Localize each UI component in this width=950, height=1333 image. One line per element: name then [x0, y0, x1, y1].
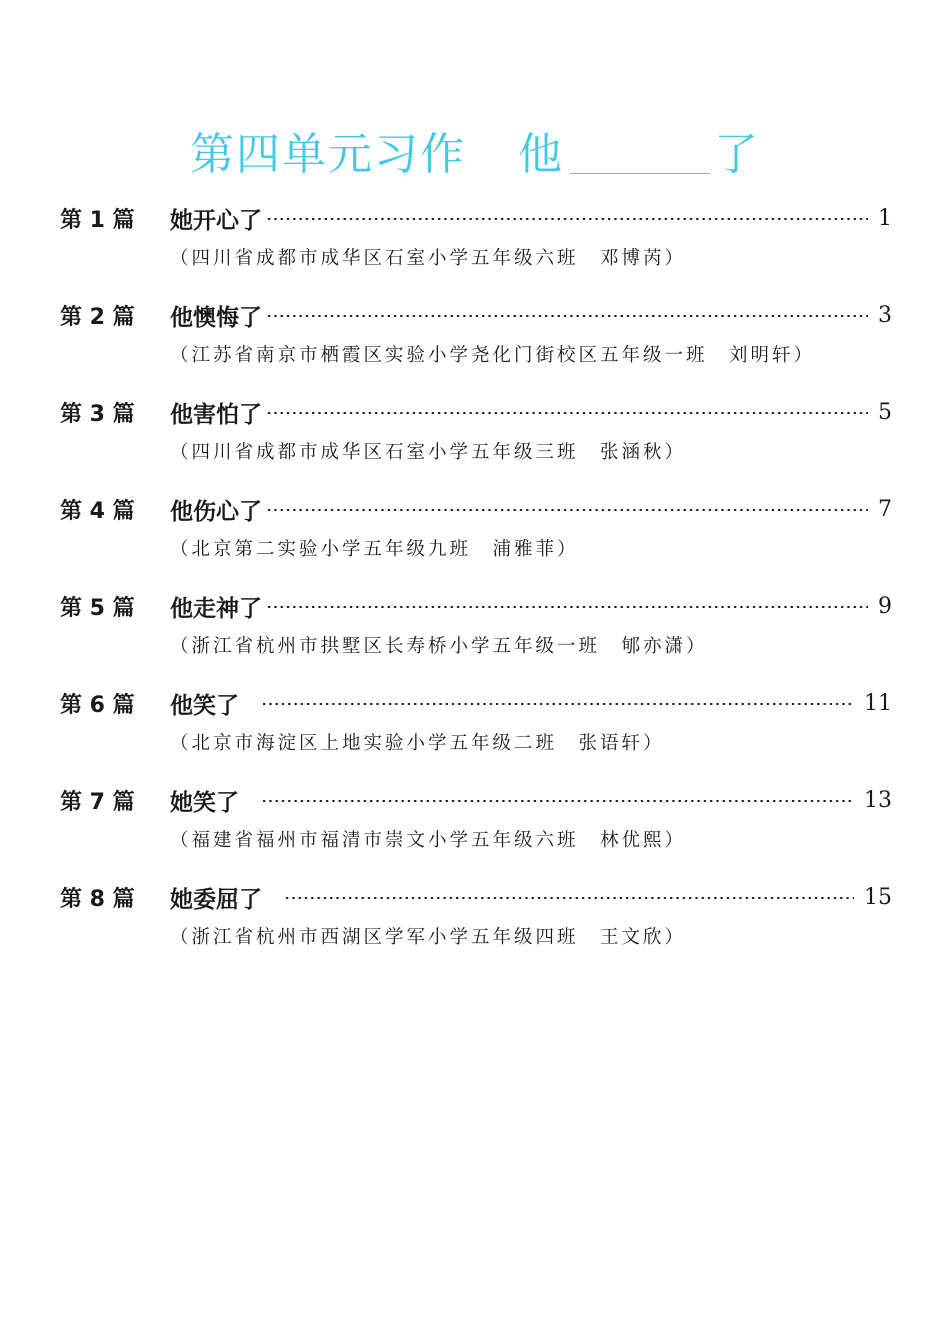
page-number: 11 [864, 690, 892, 716]
entry-title[interactable]: 她开心了 [170, 207, 262, 234]
entry-number: 第 3 篇 [60, 401, 135, 427]
entry-number: 第 2 篇 [60, 304, 135, 330]
toc-entry-row[interactable] [60, 680, 892, 726]
toc-entry[interactable] [60, 874, 892, 971]
toc-entry-row[interactable] [60, 874, 892, 920]
toc-entry-row[interactable] [60, 195, 892, 241]
entry-source: （四川省成都市成华区石室小学五年级六班 邓博芮） [170, 248, 687, 269]
toc-entry-row[interactable] [60, 389, 892, 435]
page-number: 3 [878, 302, 892, 328]
page-number: 5 [878, 399, 892, 425]
entry-title[interactable]: 他笑了 [170, 692, 239, 719]
toc-entry-row[interactable] [60, 777, 892, 823]
entry-number: 第 1 篇 [60, 207, 135, 233]
page-title [0, 118, 950, 182]
entry-title[interactable]: 他走神了 [170, 595, 262, 622]
entry-number: 第 7 篇 [60, 789, 135, 815]
page-number: 13 [864, 787, 892, 813]
entry-title[interactable]: 他伤心了 [170, 498, 262, 525]
entry-source: （浙江省杭州市西湖区学军小学五年级四班 王文欣） [170, 927, 687, 948]
toc-entry-row[interactable] [60, 292, 892, 338]
entry-number: 第 4 篇 [60, 498, 135, 524]
entry-source: （浙江省杭州市拱墅区长寿桥小学五年级一班 郇亦潇） [170, 636, 708, 657]
toc-entry[interactable] [60, 195, 892, 292]
dot-leader [261, 800, 854, 802]
page-number: 1 [878, 205, 892, 231]
table-of-contents [60, 195, 892, 971]
entry-source: （四川省成都市成华区石室小学五年级三班 张涵秋） [170, 442, 687, 463]
dot-leader [284, 897, 854, 899]
entry-title[interactable]: 他懊悔了 [170, 304, 262, 331]
entry-source: （福建省福州市福清市崇文小学五年级六班 林优熙） [170, 830, 687, 851]
toc-entry-row[interactable] [60, 486, 892, 532]
dot-leader [266, 509, 868, 511]
entry-source: （江苏省南京市栖霞区实验小学尧化门街校区五年级一班 刘明轩） [170, 345, 816, 366]
entry-number: 第 5 篇 [60, 595, 135, 621]
dot-leader [266, 218, 868, 220]
entry-title[interactable]: 他害怕了 [170, 401, 262, 428]
title-unit-label: 第四单元习作 [190, 129, 466, 180]
title-le: 了 [714, 129, 760, 180]
toc-entry[interactable] [60, 292, 892, 389]
entry-source: （北京市海淀区上地实验小学五年级二班 张语轩） [170, 733, 665, 754]
title-he: 他 [518, 129, 564, 180]
dot-leader [266, 412, 868, 414]
entry-title[interactable]: 她委屈了 [170, 886, 262, 913]
dot-leader [261, 703, 854, 705]
dot-leader [266, 606, 868, 608]
entry-number: 第 8 篇 [60, 886, 135, 912]
title-blank-line [570, 169, 710, 174]
entry-number: 第 6 篇 [60, 692, 135, 718]
toc-entry-row[interactable] [60, 583, 892, 629]
entry-source: （北京第二实验小学五年级九班 浦雅菲） [170, 539, 579, 560]
toc-entry[interactable] [60, 389, 892, 486]
toc-entry[interactable] [60, 777, 892, 874]
page-number: 7 [878, 496, 892, 522]
page-number: 15 [864, 884, 892, 910]
toc-entry[interactable] [60, 583, 892, 680]
dot-leader [266, 315, 868, 317]
entry-title[interactable]: 她笑了 [170, 789, 239, 816]
toc-entry[interactable] [60, 486, 892, 583]
toc-entry[interactable] [60, 680, 892, 777]
page-number: 9 [878, 593, 892, 619]
